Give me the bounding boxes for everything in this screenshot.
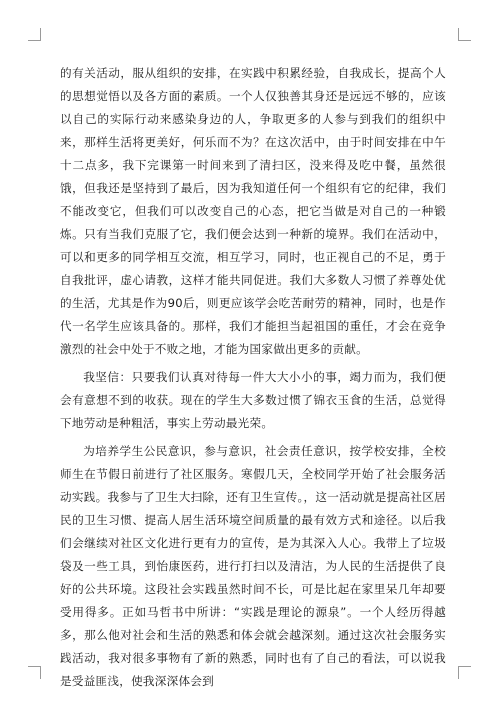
crop-mark-top-left [28, 28, 41, 41]
crop-mark-bottom-left [28, 666, 41, 679]
crop-mark-top-right [458, 28, 471, 41]
document-body [60, 62, 446, 693]
paragraph-1: 的有关活动，服从组织的安排，在实践中积累经验，自我成长，提高个人的思想觉悟以及各方面的素质。一个人仅独善其身还是远远不够的，应该以自己的实际行动来感染身边的人，争取更多的人参与到我们的组织中来，那样生活将更美好，何乐而不为？在这次活中，由于时间安排在中午十二点多，我下完课第一时间来到了清扫区，没来得及吃中餐，虽然很饿，但我还是坚持到了最后，因为我知道任何一个组织有它的纪律，我们不能改变它，但我们可以改变自己的心态，把它当做是对自己的一种锻炼。只有当我们克服了它，我们便会达到一种新的境界。我们在活动中，可以和更多的同学相互交流，相互学习，同时，也正视自己的不足，勇于自我批评，虚心请教，这样才能共同促进。我们大多数人习惯了养尊处优的生活，尤其是作为90后，则更应该学会吃苦耐劳的精神，同时，也是作代一名学生应该具备的。那样，我们才能担当起祖国的重任，才会在竞争激烈的社会中处于不败之地，才能为国家做出更多的贡献。 [60, 66, 446, 356]
paragraph-3: 为培养学生公民意识，参与意识，社会责任意识，按学校安排，全校师生在节假日前进行了社区服务。寒假几天，全校同学开始了社会服务活动实践。我参与了卫生大扫除，还有卫生宣传。，这一活动就是提高社区居民的卫生习惯、提高人居生活环境空间质量的最有效方式和途径。以后我们会继续对社区文化进行更有力的宣传，是为其深入人心。我带上了垃圾袋及一些工具，到怡康医药，进行打扫以及清洁，为人民的生活提供了良好的公共环境。这段社会实践虽然时间不长，可是比起在家里呆几年却要受用得多。正如马哲书中所讲：“实践是理论的源泉”。一个人经历得越多，那么他对社会和生活的熟悉和体会就会越深刻。通过这次社会服务实践活动，我对很多事物有了新的熟悉，同时也有了自己的看法，可以说我是受益匪浅，使我深深体会到 [60, 444, 446, 688]
paragraph-2: 我坚信：只要我们认真对待每一件大大小小的事，竭力而为，我们便会有意想不到的收获。现在的学生大多数过惯了锦衣玉食的生活，总觉得下地劳动是种粗活，事实上劳动最光荣。 [60, 370, 446, 430]
crop-mark-bottom-right [458, 666, 471, 679]
